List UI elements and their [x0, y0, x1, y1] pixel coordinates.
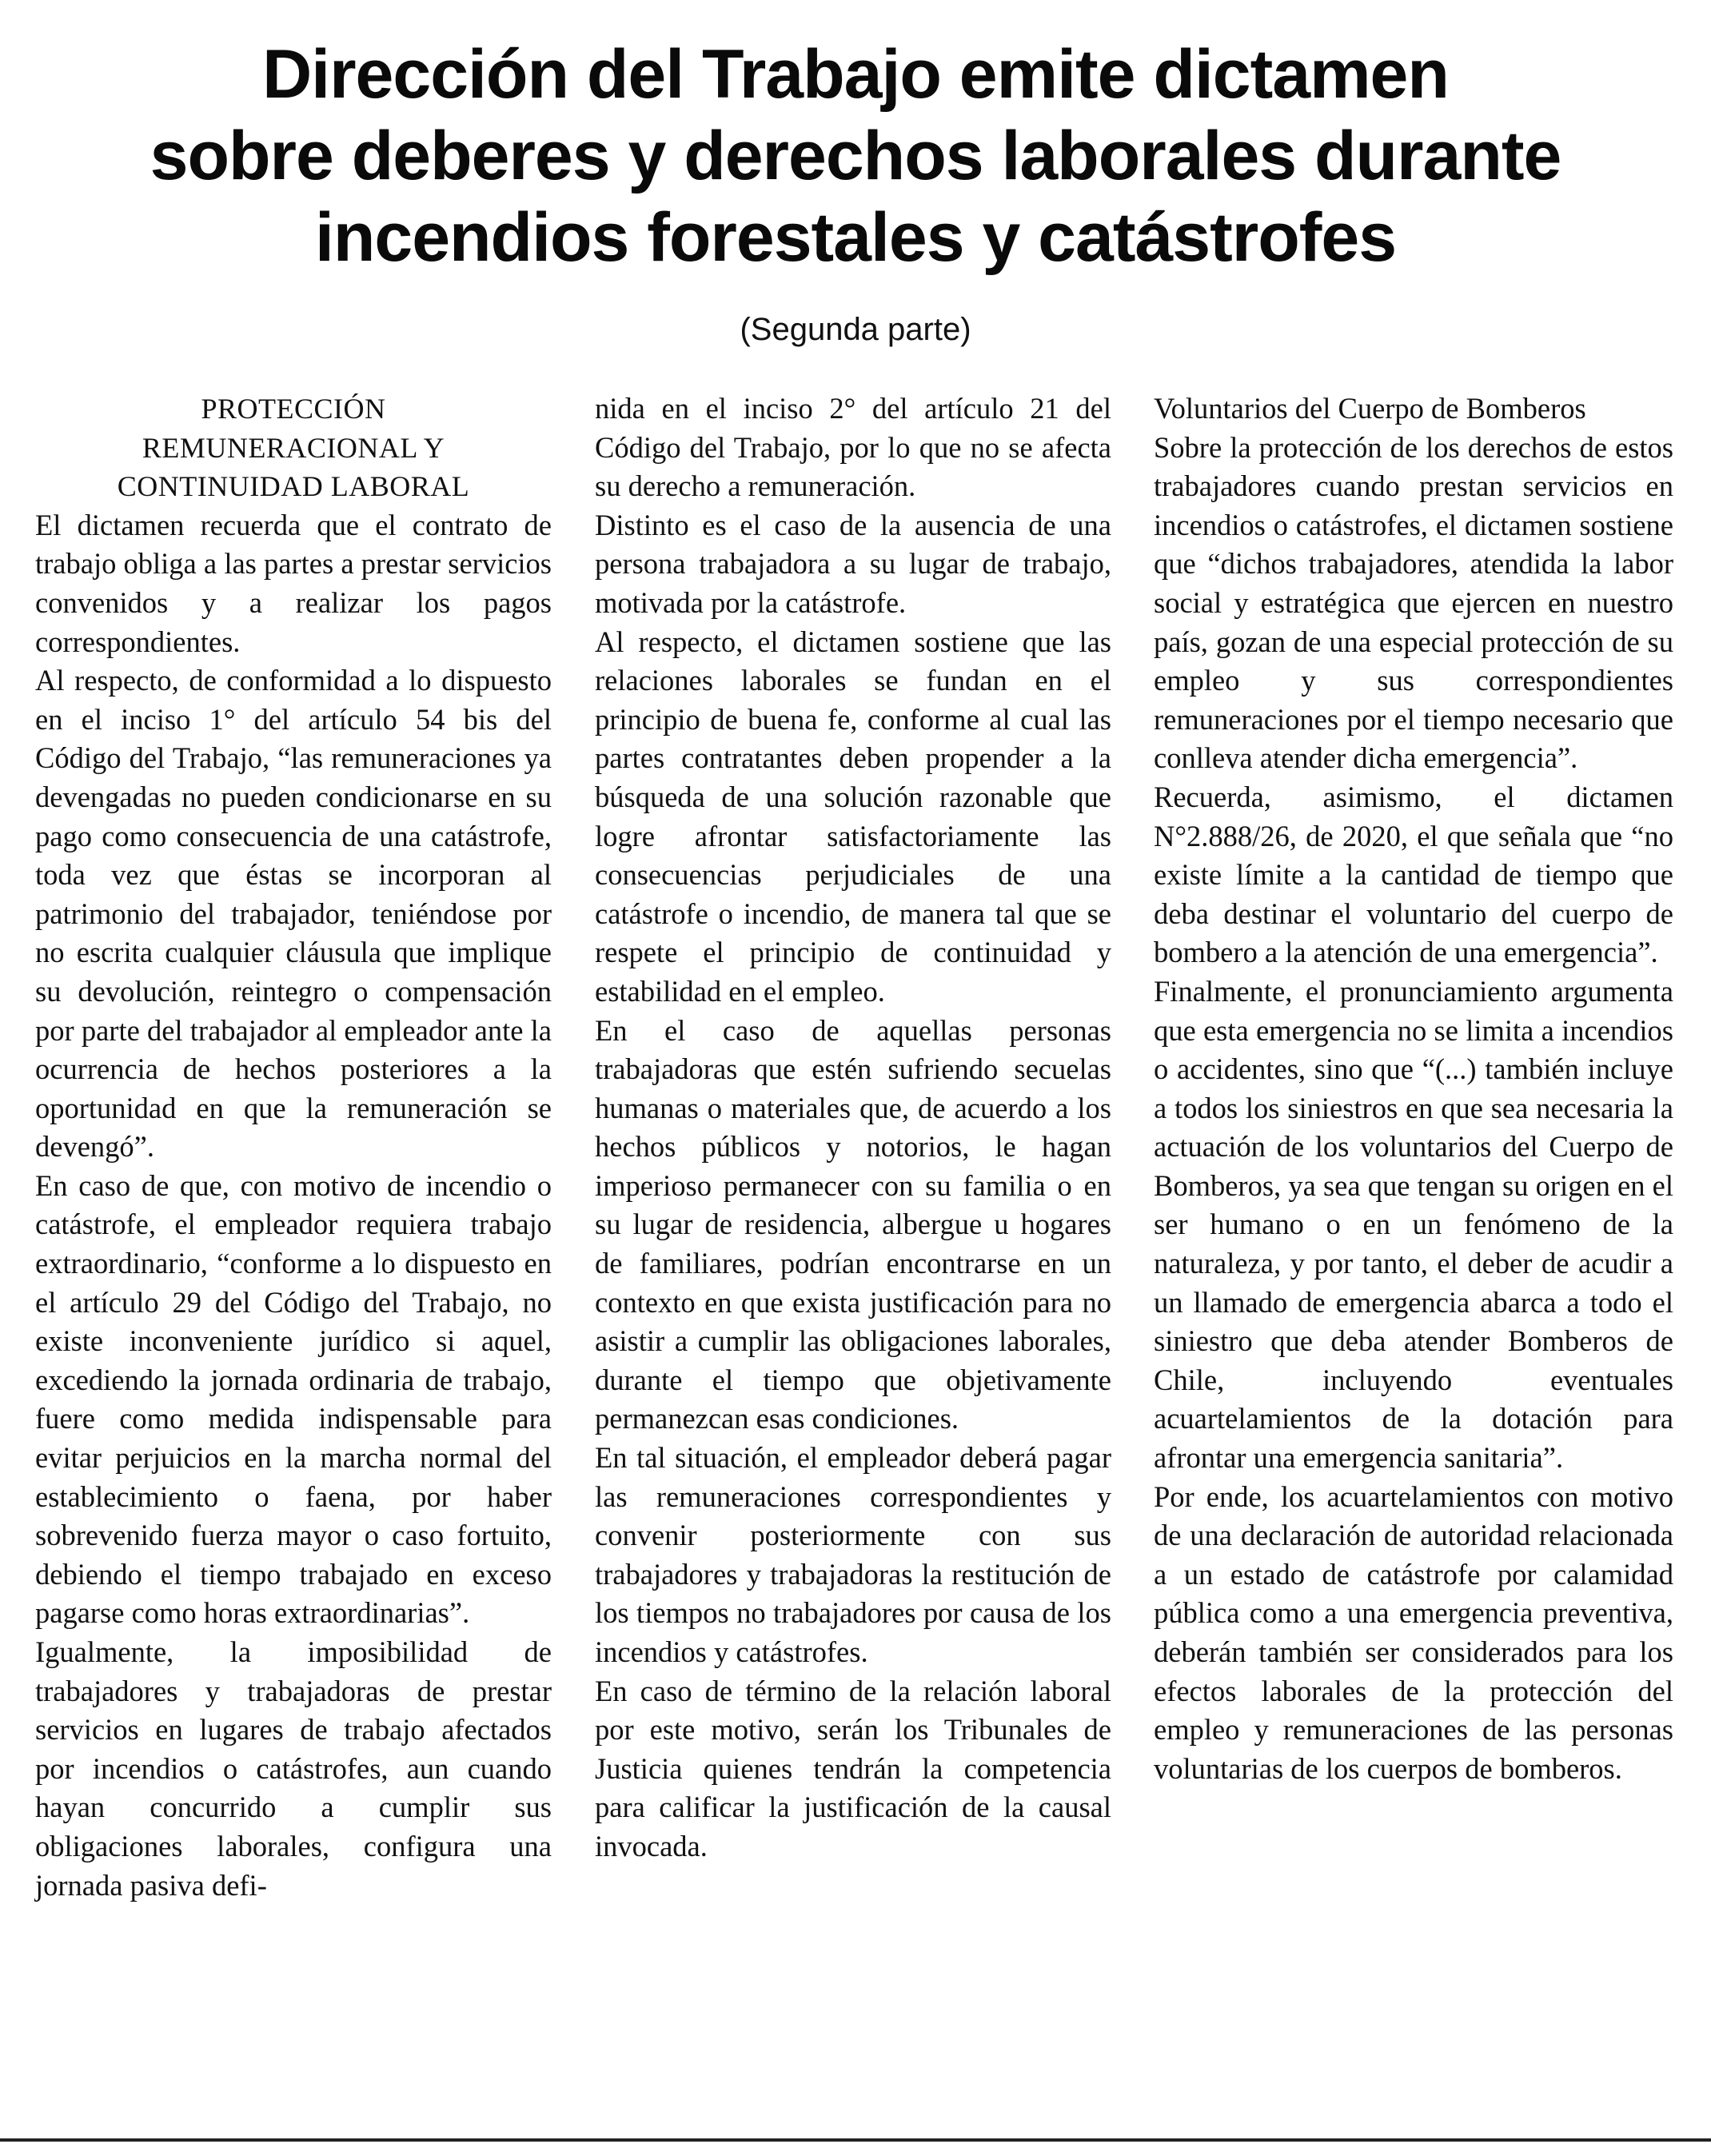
paragraph: Al respecto, el dictamen sostiene que las relaciones laborales se fundan en el principio de buena fe, conforme al cual las partes contratantes deben propender a la búsqueda de una solución razonable que logre afrontar satisfactoriamente las consecuencias perjudiciales de una catástrofe o incendio, de manera tal que se respete el principio de continuidad y estabilidad en el empleo. — [595, 625, 1111, 1008]
text-column-3 — [1154, 389, 1673, 1788]
paragraph: nida en el inciso 2° del artículo 21 del Código del Trabajo, por lo que no se afecta su derecho a remuneración. — [595, 392, 1111, 503]
article-subheadline: (Segunda parte) — [740, 312, 971, 347]
paragraph: El dictamen recuerda que el contrato de trabajo obliga a las partes a prestar servicios convenidos y a realizar los pagos correspondientes. — [35, 508, 552, 658]
paragraph: Al respecto, de conformidad a lo dispuesto en el inciso 1° del artículo 54 bis del Código del Trabajo, “las remuneraciones ya devengadas no pueden condicionarse en su pago como consecuencia de una catástrofe, toda vez que éstas se incorporan al patrimonio del trabajador, teniéndose por no escrita cualquier cláusula que implique su devolución, reintegro o compensación por parte del trabajador al empleador ante la ocurrencia de hechos posteriores a la oportunidad en que la remuneración se devengó”. — [35, 664, 552, 1164]
paragraph: En caso de que, con motivo de incendio o catástrofe, el empleador requiera trabajo extraordinario, “conforme a lo dispuesto en el artículo 29 del Código del Trabajo, no existe inconveniente jurídico si aquel, excediendo la jornada ordinaria de trabajo, fuere como medida indispensable para evitar perjuicios en la marcha normal del establecimiento o faena, por haber sobrevenido fuerza mayor o caso fortuito, debiendo el tiempo trabajado en exceso pagarse como horas extraordinarias”. — [35, 1168, 552, 1630]
section-title — [35, 389, 552, 506]
paragraph: En el caso de aquellas personas trabajadoras que estén sufriendo secuelas humanas o materiales que, de acuerdo a los hechos públicos y notorios, le hagan imperioso permanecer con su familia o en su lugar de residencia, albergue u hogares de familiares, podrían encontrarse en un contexto en que exista justificación para no asistir a cumplir las obligaciones laborales, durante el tiempo que objetivamente permanezcan esas condiciones. — [595, 1013, 1111, 1435]
paragraph: Recuerda, asimismo, el dictamen N°2.888/26, de 2020, el que señala que “no existe límite a la cantidad de tiempo que deba destinar el voluntario del cuerpo de bombero a la atención de una emergencia”. — [1154, 780, 1673, 969]
bottom-rule — [0, 2138, 1711, 2142]
article-headline — [48, 34, 1663, 278]
text-column-1 — [35, 389, 552, 1905]
paragraph: Distinto es el caso de la ausencia de una persona trabajadora a su lugar de trabajo, motivada por la catástrofe. — [595, 508, 1111, 619]
paragraph: Igualmente, la imposibilidad de trabajadores y trabajadoras de prestar servicios en lugares de trabajo afectados por incendios o catástrofes, aun cuando hayan concurrido a cumplir sus obligaciones laborales, configura una jornada pasiva defi- — [35, 1635, 552, 1902]
headline-line: Dirección del Trabajo emite dictamen — [262, 36, 1449, 113]
section-title-line: CONTINUIDAD LABORAL — [117, 470, 470, 503]
paragraph: Sobre la protección de los derechos de estos trabajadores cuando prestan servicios en incendios o catástrofes, el dictamen sostiene que “dichos trabajadores, atendida la labor social y estratégica que ejercen en nuestro país, gozan de una especial protección de su empleo y sus correspondientes remuneraciones por el tiempo necesario que conlleva atender dicha emergencia”. — [1154, 430, 1673, 775]
paragraph: En tal situación, el empleador deberá pagar las remuneraciones correspondientes y convenir posteriormente con sus trabajadores y trabajadoras la restitución de los tiempos no trabajadores por causa de los incendios y catástrofes. — [595, 1441, 1111, 1668]
paragraph: Por ende, los acuartelamientos con motivo de una declaración de autoridad relacionada a un estado de catástrofe por calamidad pública como a una emergencia preventiva, deberán también ser considerados para los efectos laborales de la protección del empleo y remuneraciones de las personas voluntarias de los cuerpos de bomberos. — [1154, 1479, 1673, 1785]
subsection-heading: Voluntarios del Cuerpo de Bomberos — [1154, 392, 1586, 425]
paragraph: En caso de término de la relación laboral por este motivo, serán los Tribunales de Justicia quienes tendrán la competencia para calificar la justificación de la causal invocada. — [595, 1674, 1111, 1863]
paragraph: Finalmente, el pronunciamiento argumenta que esta emergencia no se limita a incendios o accidentes, sino que “(...) también incluye a todos los siniestros en que sea necesaria la actuación de los voluntarios del Cuerpo de Bomberos, ya sea que tengan su origen en el ser humano o en un fenómeno de la naturaleza, y por tanto, el deber de acudir a un llamado de emergencia abarca a todo el siniestro que deba atender Bomberos de Chile, incluyendo eventuales acuartelamientos de la dotación para afrontar una emergencia sanitaria”. — [1154, 974, 1673, 1475]
headline-line: incendios forestales y catástrofes — [314, 199, 1397, 276]
headline-line: sobre deberes y derechos laborales durante — [150, 118, 1561, 194]
section-title-line: REMUNERACIONAL Y — [142, 431, 445, 464]
text-column-2 — [595, 389, 1111, 1867]
section-title-line: PROTECCIÓN — [201, 393, 386, 425]
